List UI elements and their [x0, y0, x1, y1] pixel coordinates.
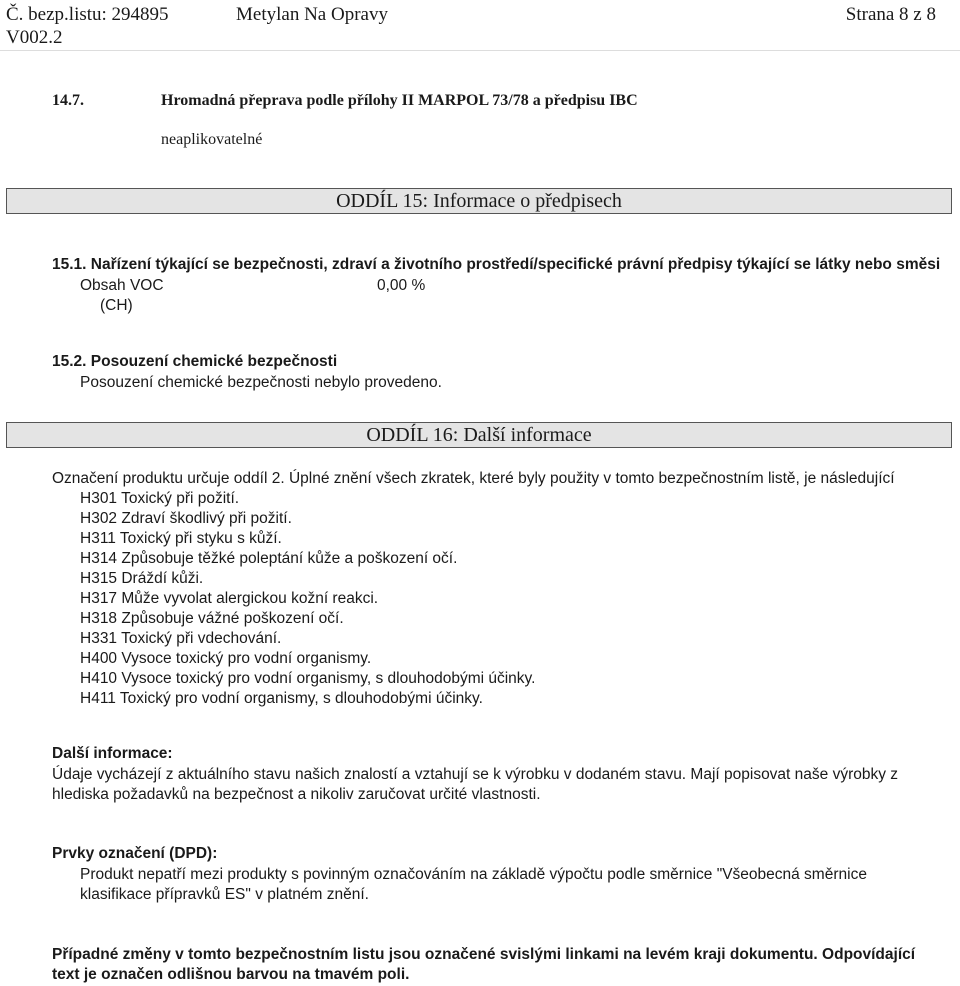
further-info-line: hlediska požadavků na bezpečnost a nikoliv zaručovat určité vlastnosti. — [52, 786, 541, 803]
h-statement: H311 Toxický při styku s kůží. — [80, 530, 282, 547]
section-15-2-heading: 15.2. Posouzení chemické bezpečnosti — [52, 353, 338, 370]
page-number: Strana 8 z 8 — [845, 4, 936, 25]
changes-note-line: text je označen odlišnou barvou na tmavém poli. — [52, 966, 410, 983]
section-16-intro: Označení produktu určuje oddíl 2. Úplné znění všech zkratek, které byly použity v tomto bezpečnostním listě, je následující — [52, 470, 895, 487]
dpd-line: klasifikace přípravků ES" v platném znění. — [80, 886, 369, 903]
h-statement: H411 Toxický pro vodní organismy, s dlouhodobými účinky. — [80, 690, 483, 707]
dpd-line: Produkt nepatří mezi produkty s povinným označováním na základě výpočtu podle směrnice "Všeobecná směrnice — [80, 866, 867, 883]
further-info-heading: Další informace: — [52, 745, 173, 762]
section-15-1-heading: 15.1. Nařízení týkající se bezpečnosti, zdraví a životního prostředí/specifické právní předpisy týkající se látky nebo směsi — [52, 256, 941, 273]
h-statement: H318 Způsobuje vážné poškození očí. — [80, 610, 344, 627]
h-statement: H400 Vysoce toxický pro vodní organismy. — [80, 650, 372, 667]
h-statement: H410 Vysoce toxický pro vodní organismy, s dlouhodobými účinky. — [80, 670, 536, 687]
h-statement: H315 Dráždí kůži. — [80, 570, 204, 587]
changes-note-line: Případné změny v tomto bezpečnostním listu jsou označené svislými linkami na levém kraji dokumentu. Odpovídající — [52, 946, 916, 963]
product-name: Metylan Na Opravy — [236, 4, 388, 25]
section-14-7-title: Hromadná přeprava podle přílohy II MARPOL 73/78 a předpisu IBC — [161, 92, 638, 109]
section-14-7-number: 14.7. — [52, 92, 84, 109]
further-info-line: Údaje vycházejí z aktuálního stavu našich znalostí a vztahují se k výrobku v dodaném stavu. Mají popisovat naše výrobky z — [52, 766, 899, 783]
h-statement: H301 Toxický při požití. — [80, 490, 240, 507]
voc-country: (CH) — [100, 297, 133, 314]
version: V002.2 — [6, 27, 63, 48]
voc-label: Obsah VOC — [80, 277, 164, 294]
voc-value: 0,00 % — [377, 277, 426, 294]
h-statement: H331 Toxický při vdechování. — [80, 630, 282, 647]
h-statement: H314 Způsobuje těžké poleptání kůže a poškození očí. — [80, 550, 458, 567]
h-statement: H302 Zdraví škodlivý při požití. — [80, 510, 292, 527]
sheet-number: Č. bezp.listu: 294895 — [6, 4, 169, 25]
section-15-title: ODDÍL 15: Informace o předpisech — [336, 190, 622, 212]
section-14-7-value: neaplikovatelné — [161, 131, 263, 148]
section-16-bar — [6, 422, 952, 448]
header-divider — [0, 50, 960, 51]
dpd-heading: Prvky označení (DPD): — [52, 845, 218, 862]
h-statement: H317 Může vyvolat alergickou kožní reakci. — [80, 590, 379, 607]
section-15-2-text: Posouzení chemické bezpečnosti nebylo provedeno. — [80, 374, 442, 391]
section-15-bar — [6, 188, 952, 214]
section-16-title: ODDÍL 16: Další informace — [366, 424, 592, 446]
